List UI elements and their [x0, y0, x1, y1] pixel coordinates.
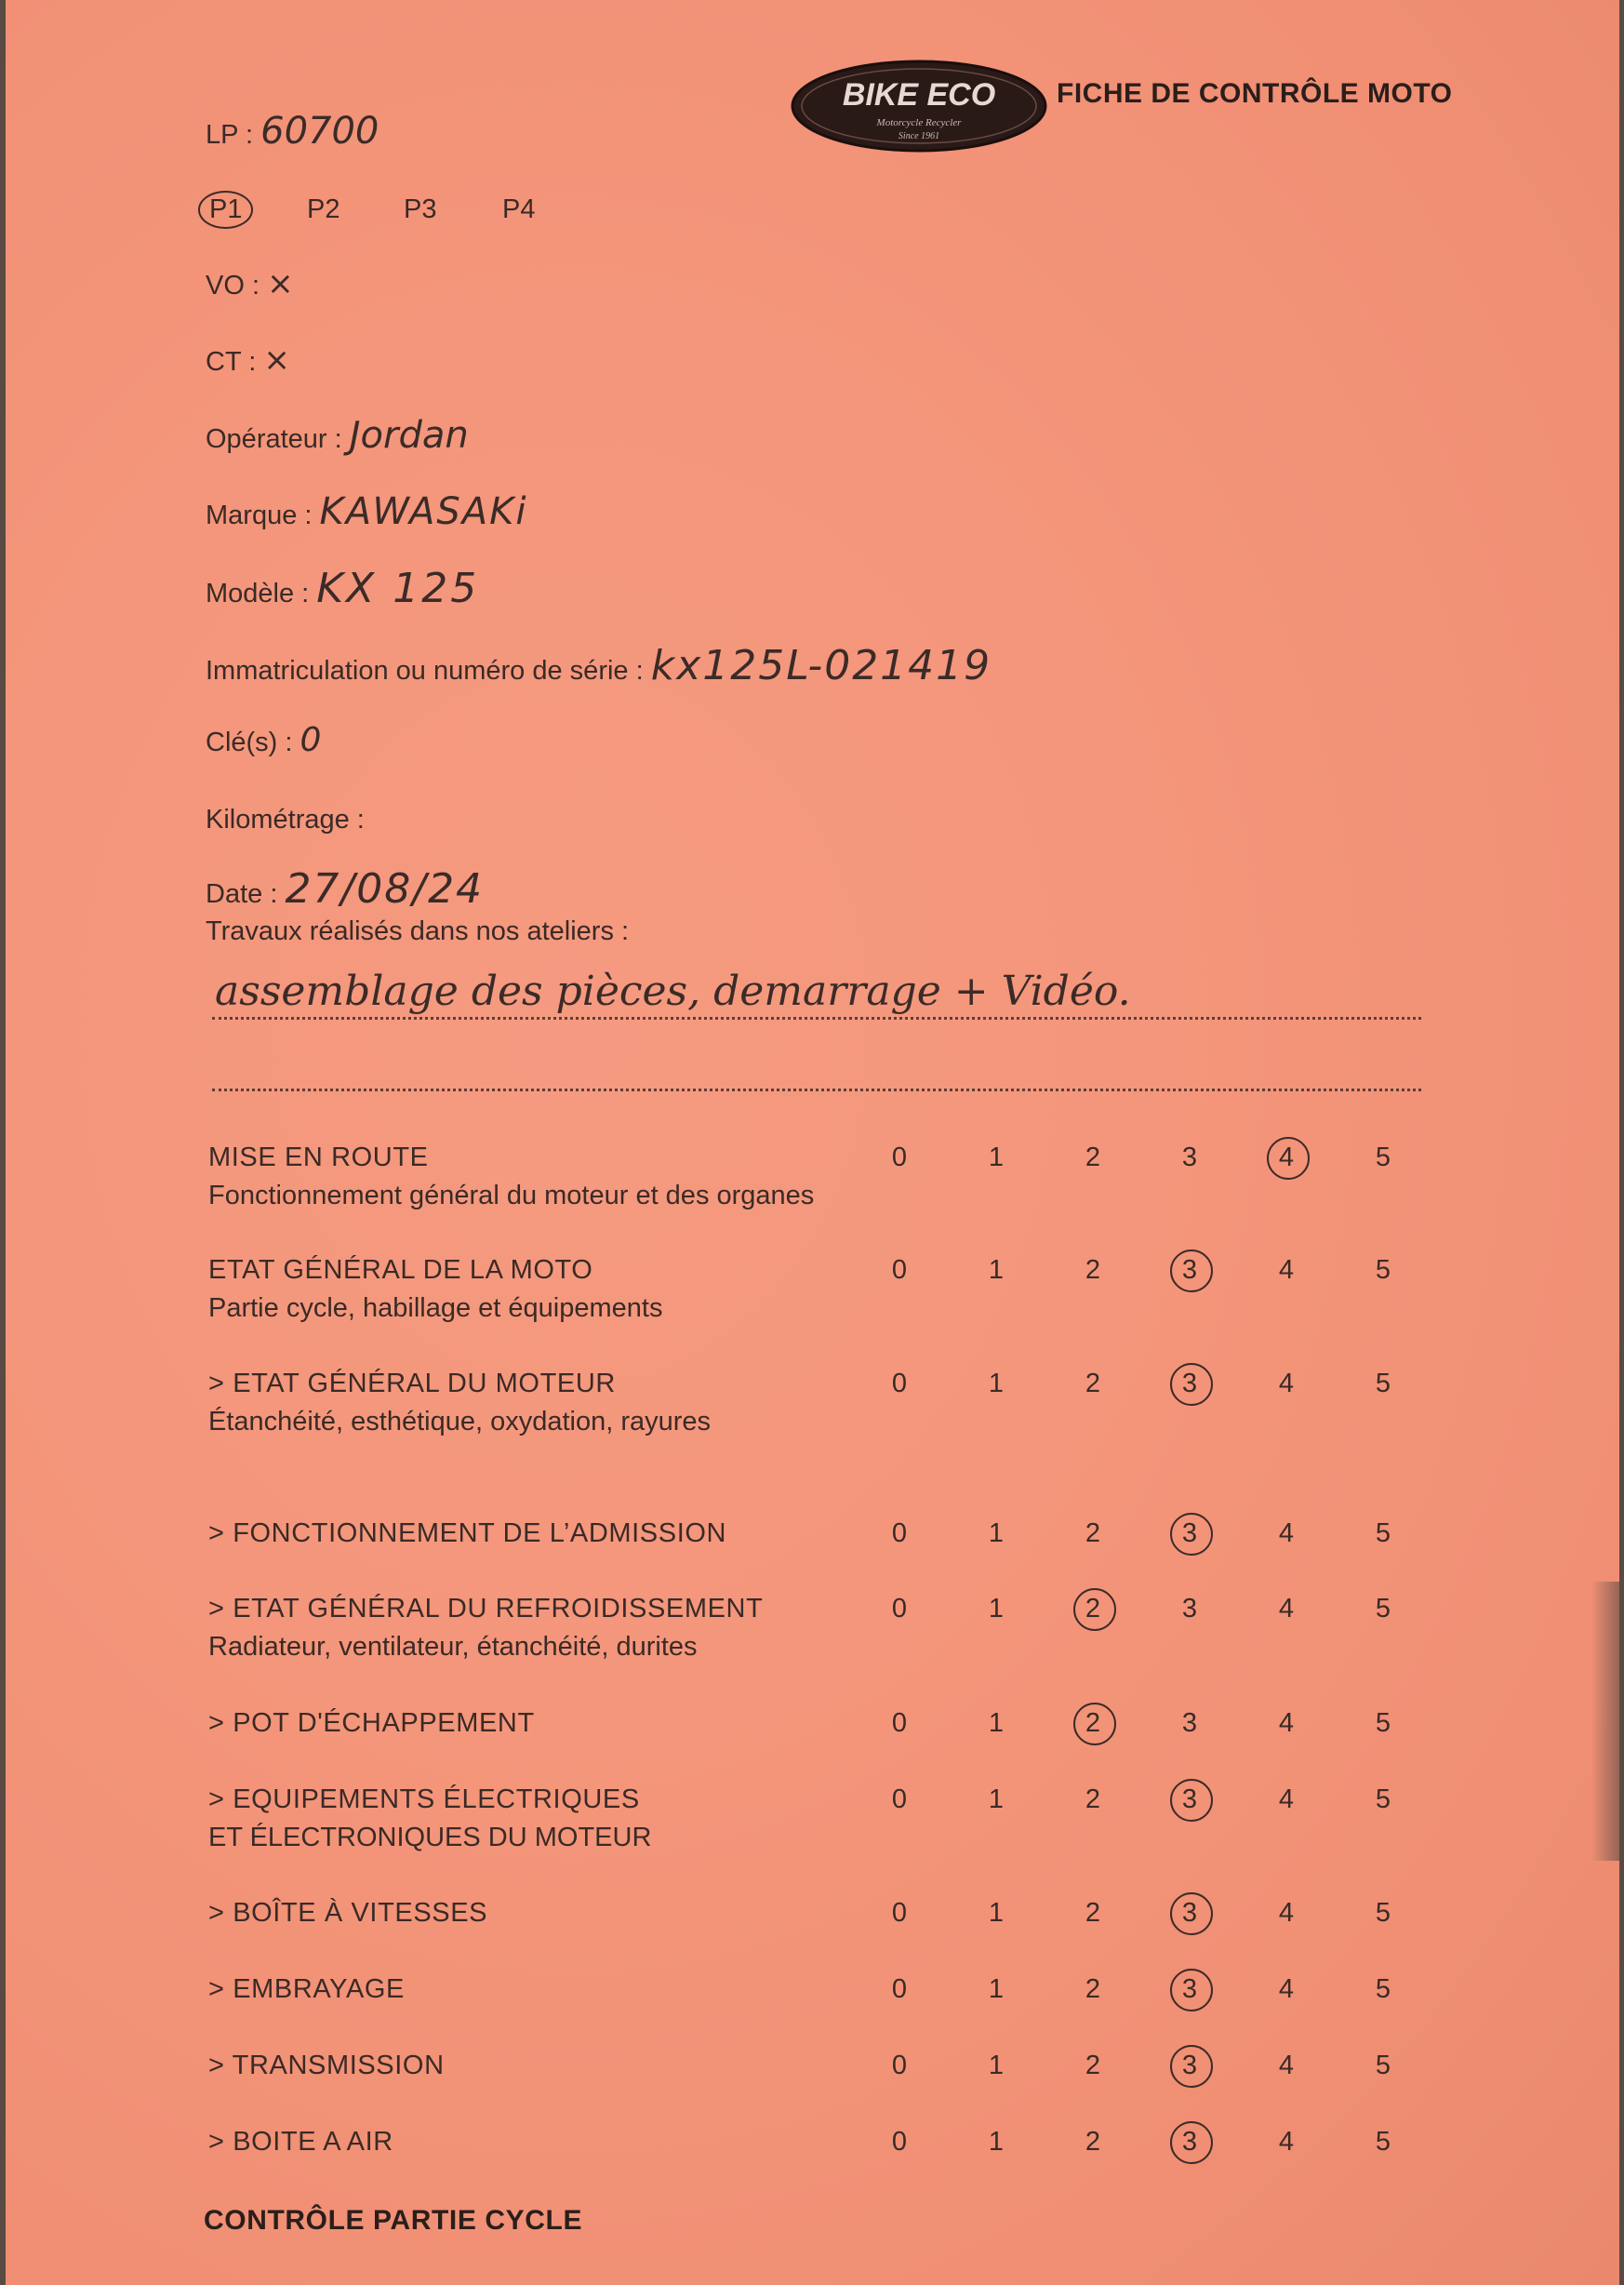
- criterion-title: > EMBRAYAGE: [208, 1974, 406, 2004]
- score-option: 5: [1375, 1369, 1391, 1398]
- score-option: 1: [988, 1974, 1005, 2004]
- score-option: 1: [988, 1369, 1005, 1398]
- score-option: 3: [1181, 1594, 1198, 1624]
- p-option-1: [198, 191, 253, 229]
- score-option: 5: [1375, 1898, 1391, 1928]
- travaux-label: Travaux réalisés dans nos ateliers :: [206, 916, 630, 946]
- score-option: 1: [988, 1898, 1005, 1928]
- criterion-title: > ETAT GÉNÉRAL DU MOTEUR: [208, 1369, 616, 1398]
- section-title-partie-cycle: CONTRÔLE PARTIE CYCLE: [204, 2205, 583, 2236]
- score-option: 1: [988, 2051, 1005, 2080]
- bike-eco-logo: [790, 59, 1048, 154]
- logo-since: Since 1961: [898, 131, 940, 141]
- score-option-selected: 3: [1166, 2127, 1213, 2158]
- score-option: 1: [988, 1594, 1005, 1624]
- vo-field: [206, 265, 294, 302]
- travaux-value: assemblage des pièces, demarrage + Vidéo.: [215, 968, 1131, 1015]
- vo-value: ×: [267, 265, 294, 302]
- score-option-selected: 4: [1263, 1142, 1310, 1173]
- criterion-subtitle: Radiateur, ventilateur, étanchéité, durites: [208, 1632, 698, 1662]
- kilometrage-field: [206, 803, 365, 835]
- marque-value: KAWASAKi: [319, 490, 528, 533]
- score-option: 0: [891, 1974, 908, 2004]
- immatriculation-value: kx125L-021419: [650, 642, 992, 689]
- criterion-subtitle: Étanchéité, esthétique, oxydation, rayures: [208, 1407, 712, 1436]
- operateur-field: [206, 414, 469, 457]
- score-option: 0: [891, 2127, 908, 2157]
- score-option: 0: [891, 1518, 908, 1548]
- criterion-title: > BOÎTE À VITESSES: [208, 1898, 488, 1928]
- page-edge-shadow: [1591, 1582, 1619, 1861]
- score-option: 0: [891, 1898, 908, 1928]
- score-option: 4: [1278, 1898, 1295, 1928]
- date-value: 27/08/24: [285, 865, 485, 913]
- score-option: 4: [1278, 1369, 1295, 1398]
- marque-field: [206, 490, 527, 533]
- lp-value: 60700: [260, 110, 379, 153]
- ct-value: ×: [263, 341, 290, 379]
- score-option: 1: [988, 1255, 1005, 1285]
- score-option: 1: [988, 2127, 1005, 2157]
- score-option: 4: [1278, 1594, 1295, 1624]
- score-option-selected: 2: [1070, 1708, 1116, 1739]
- criterion-subtitle: Fonctionnement général du moteur et des organes: [208, 1181, 815, 1210]
- lp-label: LP :: [206, 120, 254, 150]
- criterion-title: > BOITE A AIR: [208, 2127, 393, 2157]
- score-option: 4: [1278, 1255, 1295, 1285]
- score-option: 4: [1278, 2051, 1295, 2080]
- criterion-title: > POT D'ÉCHAPPEMENT: [208, 1708, 535, 1738]
- criterion-title: > ETAT GÉNÉRAL DU REFROIDISSEMENT: [208, 1594, 764, 1624]
- vo-label: VO :: [206, 271, 260, 301]
- score-option: 1: [988, 1142, 1005, 1172]
- score-option: 2: [1085, 1784, 1101, 1814]
- criterion-subtitle: ET ÉLECTRONIQUES DU MOTEUR: [208, 1823, 652, 1852]
- score-option: 2: [1085, 2051, 1101, 2080]
- score-option: 2: [1085, 1369, 1101, 1398]
- criterion-title: ETAT GÉNÉRAL DE LA MOTO: [208, 1255, 593, 1285]
- score-option: 1: [988, 1784, 1005, 1814]
- marque-label: Marque :: [206, 501, 313, 530]
- immatriculation-label: Immatriculation ou numéro de série :: [206, 656, 644, 686]
- logo-text: BIKE ECO: [842, 77, 996, 113]
- lp-field: [206, 110, 379, 153]
- score-option-selected: 3: [1166, 1518, 1213, 1549]
- kilometrage-label: Kilométrage :: [206, 805, 365, 835]
- score-option: 2: [1085, 1898, 1101, 1928]
- score-option: 4: [1278, 1708, 1295, 1738]
- score-option: 5: [1375, 1708, 1391, 1738]
- travaux-line-1: [212, 1017, 1421, 1020]
- score-option-selected: 2: [1070, 1594, 1116, 1624]
- score-option: 2: [1085, 1255, 1101, 1285]
- score-option-selected: 3: [1166, 1255, 1213, 1286]
- score-option: 2: [1085, 1518, 1101, 1548]
- score-option: 3: [1181, 1708, 1198, 1738]
- score-option: 0: [891, 1255, 908, 1285]
- criterion-title: MISE EN ROUTE: [208, 1142, 429, 1172]
- operateur-label: Opérateur :: [206, 424, 342, 454]
- score-option: 3: [1181, 1142, 1198, 1172]
- immatriculation-field: [206, 642, 992, 689]
- score-option: 5: [1375, 2051, 1391, 2080]
- modele-label: Modèle :: [206, 579, 310, 608]
- modele-field: [206, 565, 479, 612]
- operateur-value: Jordan: [349, 414, 469, 457]
- cles-value: 0: [300, 721, 322, 759]
- criterion-title: > EQUIPEMENTS ÉLECTRIQUES: [208, 1784, 640, 1814]
- score-option: 2: [1085, 1142, 1101, 1172]
- cles-label: Clé(s) :: [206, 728, 293, 757]
- date-label: Date :: [206, 879, 278, 909]
- score-option: 5: [1375, 1518, 1391, 1548]
- p-option-4: P4: [502, 194, 536, 224]
- score-option-selected: 3: [1166, 1898, 1213, 1929]
- ct-label: CT :: [206, 347, 257, 377]
- criterion-subtitle: Partie cycle, habillage et équipements: [208, 1293, 663, 1323]
- score-option: 0: [891, 1784, 908, 1814]
- p1-label: P1: [198, 191, 253, 229]
- date-field: [206, 865, 484, 913]
- score-option: 5: [1375, 1255, 1391, 1285]
- document-title: FICHE DE CONTRÔLE MOTO: [1057, 78, 1453, 109]
- cles-field: [206, 721, 321, 759]
- inspection-sheet: [6, 0, 1619, 2285]
- score-option: 0: [891, 1142, 908, 1172]
- modele-value: KX 125: [316, 565, 480, 612]
- score-option-selected: 3: [1166, 1974, 1213, 2005]
- score-option: 2: [1085, 1974, 1101, 2004]
- score-option-selected: 3: [1166, 1784, 1213, 1815]
- ct-field: [206, 341, 290, 379]
- score-option: 5: [1375, 1974, 1391, 2004]
- score-option: 0: [891, 1708, 908, 1738]
- criterion-title: > TRANSMISSION: [208, 2051, 445, 2080]
- logo-tagline: Motorcycle Recycler: [876, 117, 962, 128]
- score-option: 4: [1278, 1784, 1295, 1814]
- criterion-title: > FONCTIONNEMENT DE L’ADMISSION: [208, 1518, 727, 1548]
- p-option-3: P3: [404, 194, 437, 224]
- score-option: 1: [988, 1708, 1005, 1738]
- score-option: 5: [1375, 1142, 1391, 1172]
- score-option: 1: [988, 1518, 1005, 1548]
- score-option: 4: [1278, 2127, 1295, 2157]
- score-option: 5: [1375, 1784, 1391, 1814]
- score-option: 4: [1278, 1974, 1295, 2004]
- score-option: 5: [1375, 1594, 1391, 1624]
- score-option: 2: [1085, 2127, 1101, 2157]
- score-option: 0: [891, 1594, 908, 1624]
- travaux-line-2: [212, 1089, 1421, 1091]
- score-option: 0: [891, 2051, 908, 2080]
- score-option-selected: 3: [1166, 2051, 1213, 2081]
- p-option-2: P2: [307, 194, 340, 224]
- score-option: 5: [1375, 2127, 1391, 2157]
- score-option: 4: [1278, 1518, 1295, 1548]
- score-option: 0: [891, 1369, 908, 1398]
- score-option-selected: 3: [1166, 1369, 1213, 1399]
